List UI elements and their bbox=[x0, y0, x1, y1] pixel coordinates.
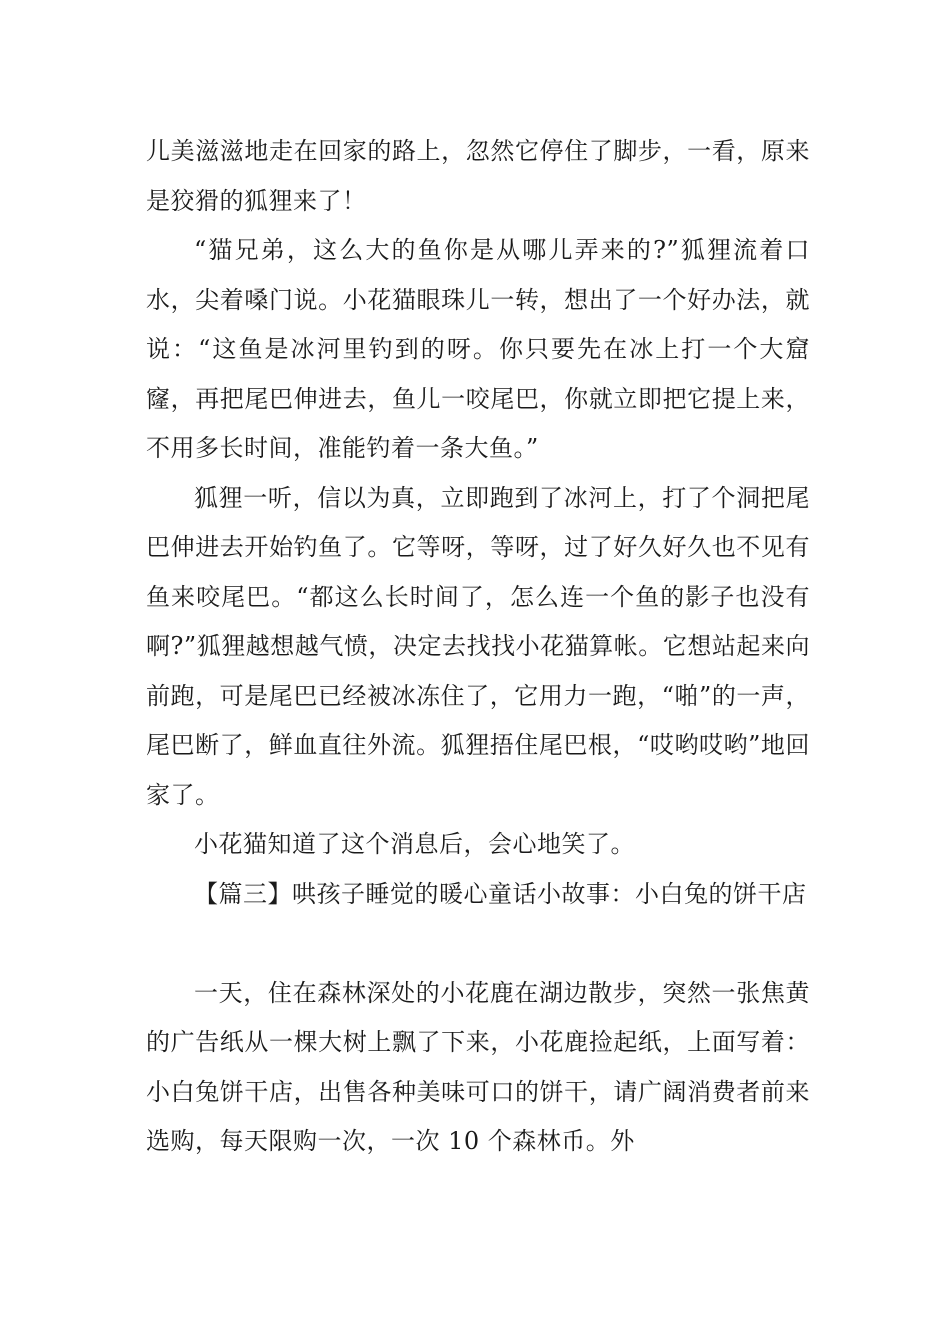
paragraph-cat-smiles: 小花猫知道了这个消息后，会心地笑了。 bbox=[194, 830, 635, 858]
paragraph-fox-fishing: 狐狸一听，信以为真，立即跑到了冰河上，打了个洞把尾巴伸进去开始钓鱼了。它等呀，等呀，过了好久好久也不见有鱼来咬尾巴。“都这么长时间了，怎么连一个鱼的影子也没有啊?”狐狸越想越气愤，决定去找找小花猫算帐。它想站起来向前跑，可是尾巴已经被冰冻住了，它用力一跑，“啪”的一声，尾巴断了，鲜血直往外流。狐狸捂住尾巴根，“哎哟哎哟”地回家了。 bbox=[146, 483, 810, 809]
paragraph-cat-trick: “猫兄弟，这么大的鱼你是从哪儿弄来的?”狐狸流着口水，尖着嗓门说。小花猫眼珠儿一转，想出了一个好办法，就说：“这鱼是冰河里钓到的呀。你只要先在冰上打一个大窟窿，再把尾巴伸进去，鱼儿一咬尾巴，你就立即把它提上来，不用多长时间，准能钓着一条大鱼。” bbox=[146, 236, 810, 462]
story-text bbox=[146, 127, 810, 1167]
paragraph-fox-arrives: 儿美滋滋地走在回家的路上，忽然它停住了脚步，一看，原来是狡猾的狐狸来了！ bbox=[146, 137, 810, 215]
section-heading-part-three: 【篇三】哄孩子睡觉的暖心童话小故事：小白兔的饼干店 bbox=[194, 879, 807, 908]
paragraph-rabbit-shop: 一天，住在森林深处的小花鹿在湖边散步，突然一张焦黄的广告纸从一棵大树上飘了下来，小花鹿捡起纸，上面写着：小白兔饼干店，出售各种美味可口的饼干，请广阔消费者前来选购，每天限购一次，一次 10 个森林币。外 bbox=[146, 978, 810, 1155]
blank-line bbox=[146, 919, 810, 969]
